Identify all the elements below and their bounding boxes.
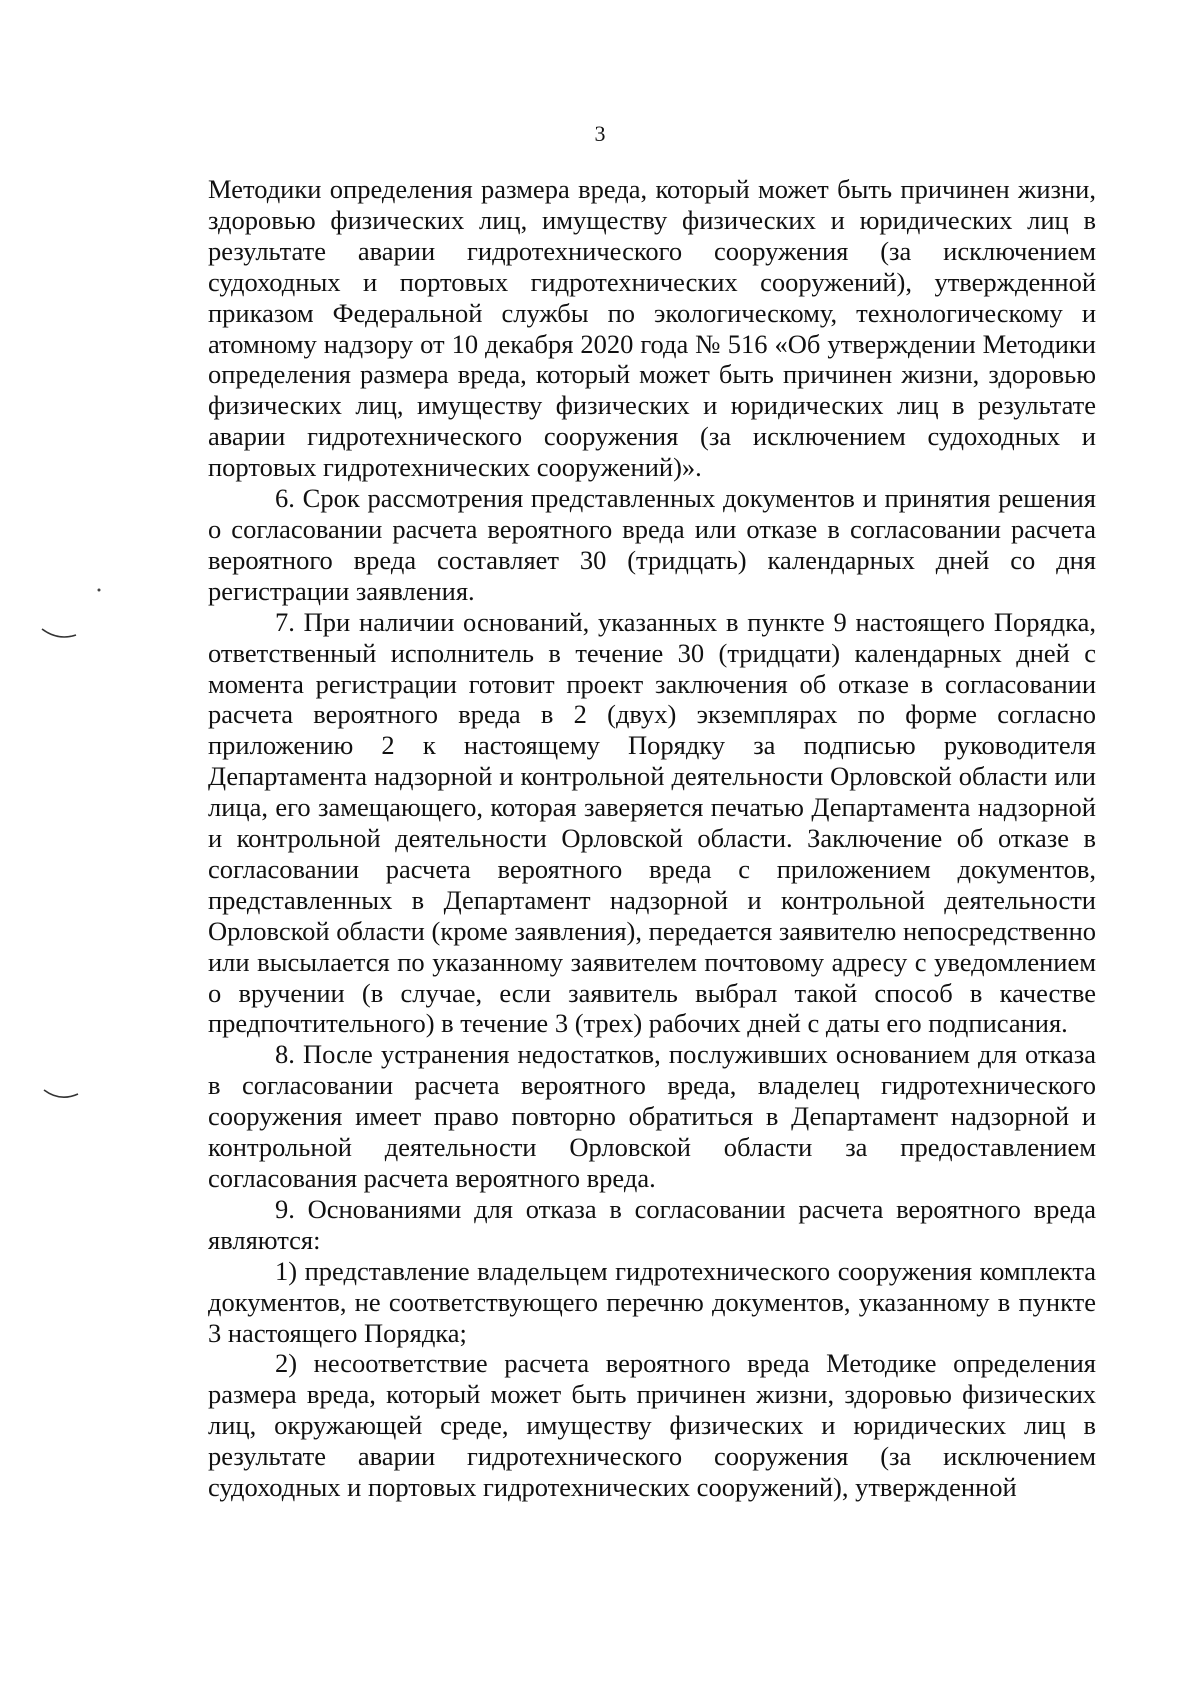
scan-dot	[96, 587, 102, 593]
paragraph-subitem-2: 2) несоответствие расчета вероятного вреда Методике определения размера вреда, который может быть причинен жизни, здоровью физических лиц, окружающей среде, имуществу физических и юридических лиц в результате аварии гидротехнического сооружения (за исключением судоходных и портовых гидротехнических сооружений), утвержденной	[208, 1348, 1096, 1503]
paragraph-item-6: 6. Срок рассмотрения представленных документов и принятия решения о согласовании расчета вероятного вреда или отказе в согласовании расчета вероятного вреда составляет 30 (тридцать) календарных дней со дня регистрации заявления.	[208, 483, 1096, 606]
paragraph-subitem-1: 1) представление владельцем гидротехнического сооружения комплекта документов, не соответствующего перечню документов, указанному в пункте 3 настоящего Порядка;	[208, 1255, 1096, 1348]
paragraph-methodology-continuation: Методики определения размера вреда, который может быть причинен жизни, здоровью физических лиц, имуществу физических и юридических лиц в результате аварии гидротехнического сооружения (за исключением судоходных и портовых гидротехнических сооружений), утвержденной приказом Федеральной службы по экологическому, технологическому и атомному надзору от 10 декабря 2020 года № 516 «Об утверждении Методики определения размера вреда, который может быть причинен жизни, здоровью физических лиц, имуществу физических и юридических лиц в результате аварии гидротехнического сооружения (за исключением судоходных и портовых гидротехнических сооружений)».	[208, 174, 1096, 483]
scan-mark-upper	[40, 625, 80, 645]
scan-mark-lower	[42, 1086, 82, 1106]
paragraph-item-8: 8. После устранения недостатков, послуживших основанием для отказа в согласовании расчета вероятного вреда, владелец гидротехнического сооружения имеет право повторно обратиться в Департамент надзорной и контрольной деятельности Орловской области за предоставлением согласования расчета вероятного вреда.	[208, 1039, 1096, 1193]
page-number: 3	[594, 121, 606, 146]
paragraph-item-7: 7. При наличии оснований, указанных в пункте 9 настоящего Порядка, ответственный исполнитель в течение 30 (тридцати) календарных дней с момента регистрации готовит проект заключения об отказе в согласовании расчета вероятного вреда в 2 (двух) экземплярах по форме согласно приложению 2 к настоящему Порядку за подписью руководителя Департамента надзорной и контрольной деятельности Орловской области или лица, его замещающего, которая заверяется печатью Департамента надзорной и контрольной деятельности Орловской области. Заключение об отказе в согласовании расчета вероятного вреда с приложением документов, представленных в Департамент надзорной и контрольной деятельности Орловской области (кроме заявления), передается заявителю непосредственно или высылается по указанному заявителем почтовому адресу с уведомлением о вручении (в случае, если заявитель выбрал такой способ в качестве предпочтительного) в течение 3 (трех) рабочих дней с даты его подписания.	[208, 606, 1096, 1039]
paragraph-item-9: 9. Основаниями для отказа в согласовании расчета вероятного вреда являются:	[208, 1193, 1096, 1255]
document-body	[208, 174, 1096, 1503]
